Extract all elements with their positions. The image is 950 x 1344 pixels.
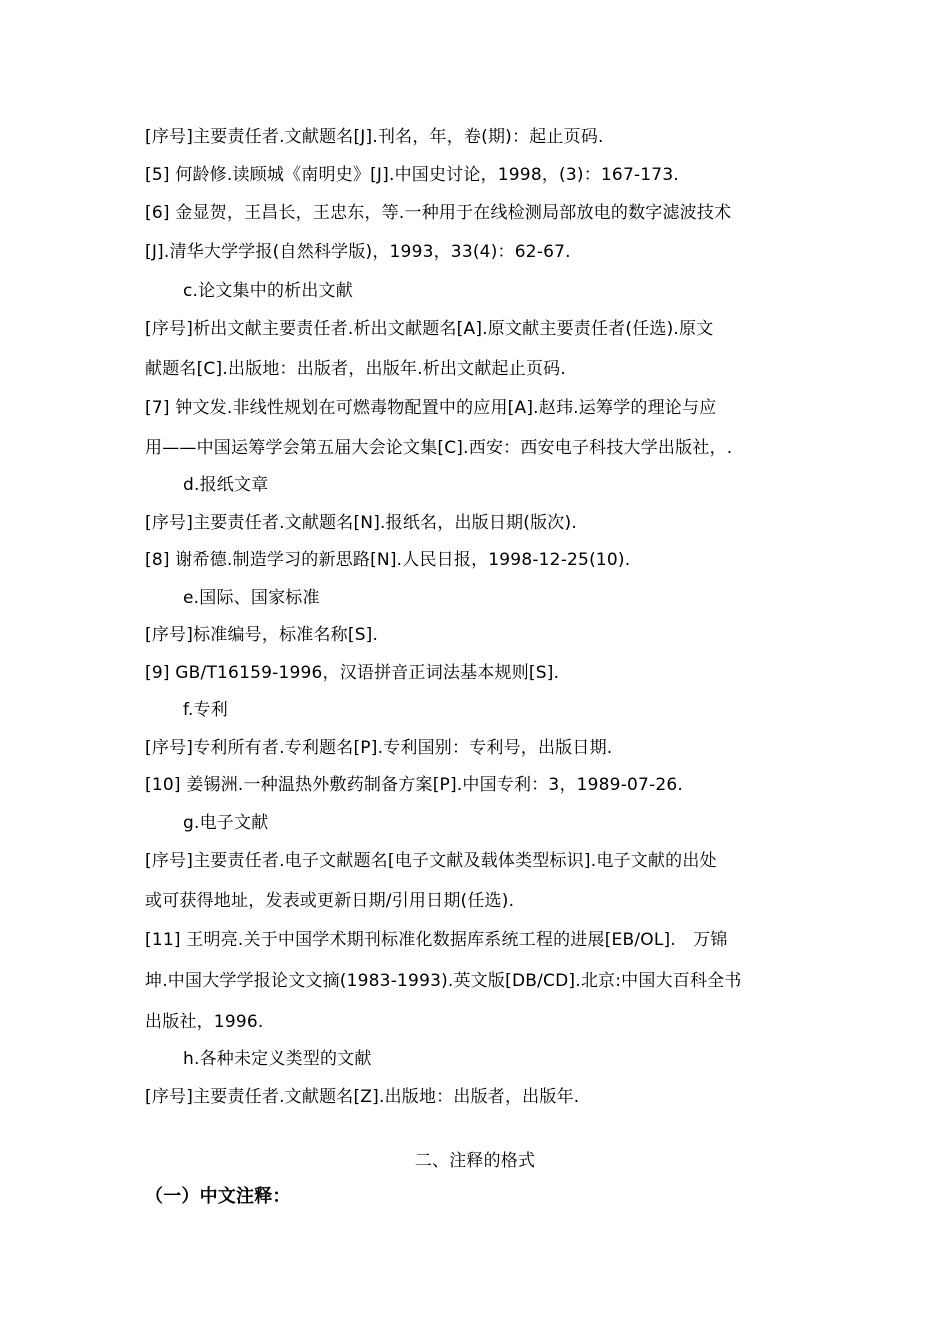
heading-standards: e.国际、国家标准	[183, 588, 320, 608]
text-line-ref-11b: 坤.中国大学学报论文文摘(1983-1993).英文版[DB/CD].北京:中国大百科全书	[145, 971, 742, 991]
heading-patent: f.专利	[183, 700, 228, 720]
text-line-ref-6a: [6] 金显贺，王昌长，王忠东，等.一种用于在线检测局部放电的数字滤波技术	[145, 203, 732, 223]
text-line-ref-8: [8] 谢希德.制造学习的新思路[N].人民日报，1998-12-25(10).	[145, 550, 631, 570]
text-line-electronic-format-a: [序号]主要责任者.电子文献题名[电子文献及载体类型标识].电子文献的出处	[145, 851, 717, 871]
text-line-ref-7a: [7] 钟文发.非线性规划在可燃毒物配置中的应用[A].赵玮.运筹学的理论与应	[145, 398, 717, 418]
text-line-conference-format-a: [序号]析出文献主要责任者.析出文献题名[A].原文献主要责任者(任选).原文	[145, 319, 714, 339]
text-line-ref-7b: 用——中国运筹学会第五届大会论文集[C].西安：西安电子科技大学出版社，.	[145, 438, 733, 458]
text-line-ref-9: [9] GB/T16159-1996，汉语拼音正词法基本规则[S].	[145, 663, 560, 683]
text-line-electronic-format-b: 或可获得地址，发表或更新日期/引用日期(任选).	[145, 891, 515, 911]
heading-newspaper: d.报纸文章	[183, 475, 269, 495]
text-line-patent-format: [序号]专利所有者.专利题名[P].专利国别：专利号，出版日期.	[145, 738, 613, 758]
text-line-ref-5: [5] 何龄修.读顾城《南明史》[J].中国史讨论，1998，(3)：167-173.	[145, 165, 679, 185]
heading-undefined-types: h.各种未定义类型的文献	[183, 1049, 372, 1069]
text-line-newspaper-format: [序号]主要责任者.文献题名[N].报纸名，出版日期(版次).	[145, 513, 577, 533]
text-line-conference-format-b: 献题名[C].出版地：出版者，出版年.析出文献起止页码.	[145, 359, 566, 379]
text-line-ref-11c: 出版社，1996.	[145, 1012, 264, 1032]
text-line-ref-11a: [11] 王明亮.关于中国学术期刊标准化数据库系统工程的进展[EB/OL]. 万锦	[145, 930, 728, 950]
text-line-ref-10: [10] 姜锡洲.一种温热外敷药制备方案[P].中国专利：3，1989-07-26.	[145, 775, 684, 795]
heading-electronic: g.电子文献	[183, 813, 269, 833]
text-line-ref-6b: [J].清华大学学报(自然科学版)，1993，33(4)：62-67.	[145, 242, 571, 262]
heading-conference-papers: c.论文集中的析出文献	[183, 281, 353, 301]
text-line-standards-format: [序号]标准编号，标准名称[S].	[145, 625, 379, 645]
section-title: 二、注释的格式	[414, 1151, 536, 1171]
text-line-undefined-format: [序号]主要责任者.文献题名[Z].出版地：出版者，出版年.	[145, 1087, 580, 1107]
subsection-title: （一）中文注释：	[145, 1186, 291, 1207]
text-line-journal-format: [序号]主要责任者.文献题名[J].刊名，年，卷(期)：起止页码.	[145, 127, 604, 147]
